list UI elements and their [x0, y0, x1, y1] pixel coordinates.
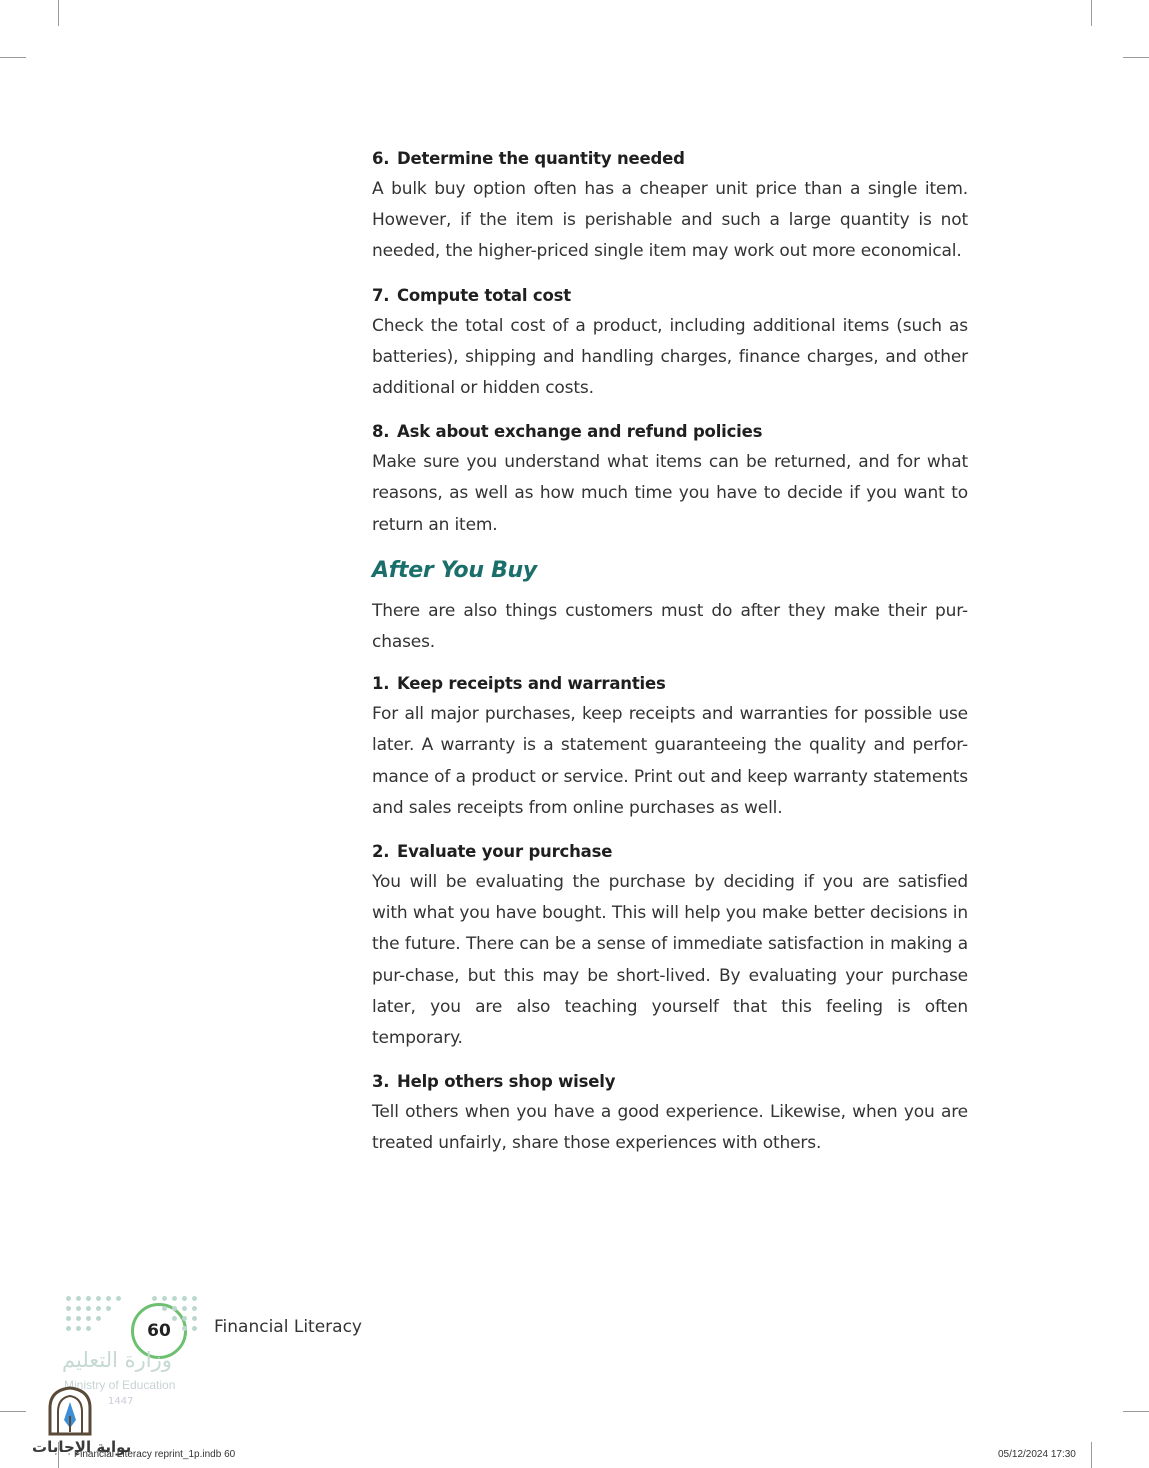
logo-dot — [86, 1296, 91, 1301]
item-heading: 7. Compute total cost — [372, 285, 571, 305]
item-body: For all major purchases, keep receipts and warranties for possible use later. A warranty is a statement guaranteeing the quality and perfor-mance of a product or service. Print out and keep warranty statements and sales receipts from online purchases as well. — [372, 704, 968, 818]
crop-mark — [1123, 1411, 1149, 1412]
logo-dot — [76, 1296, 81, 1301]
list-item — [372, 671, 968, 824]
item-body: You will be evaluating the purchase by deciding if you are satisfied with what you have bought. This will help you make better decisions in the future. There can be a sense of immediate satisfaction in making a pur-chase, but this may be short-lived. By evaluating your purchase later, you are also teaching yourself that this feeling is often temporary. — [372, 872, 968, 1049]
item-heading: 2. Evaluate your purchase — [372, 842, 613, 862]
logo-dot — [162, 1296, 167, 1301]
logo-dot — [182, 1326, 187, 1331]
page-content — [372, 146, 968, 1175]
logo-dot — [182, 1296, 187, 1301]
item-heading: 6. Determine the quantity needed — [372, 149, 685, 168]
logo-dot — [76, 1326, 81, 1331]
ministry-name-english: Ministry of Education — [64, 1378, 176, 1392]
logo-dot — [96, 1306, 101, 1311]
logo-dot — [76, 1306, 81, 1311]
logo-dot — [106, 1306, 111, 1311]
list-item — [372, 146, 968, 268]
list-item — [372, 839, 968, 1054]
section-intro: There are also things customers must do after they make their pur-chases. — [372, 600, 968, 653]
logo-dot — [182, 1306, 187, 1311]
item-body: Tell others when you have a good experience. Likewise, when you are treated unfairly, share those experiences with others. — [372, 1102, 968, 1154]
crop-mark — [1123, 57, 1149, 58]
list-item — [372, 283, 968, 405]
watermark-text: بوابة الإجابات — [32, 1438, 132, 1456]
crop-mark — [58, 0, 59, 26]
crop-mark — [0, 1411, 26, 1412]
logo-dot — [106, 1296, 111, 1301]
logo-dot — [172, 1316, 177, 1321]
item-heading: 1. Keep receipts and warranties — [372, 674, 666, 694]
logo-dot — [86, 1316, 91, 1321]
item-heading: 3. Help others shop wisely — [372, 1072, 616, 1092]
item-body: A bulk buy option often has a cheaper unit price than a single item. However, if the item is perishable and such a large quantity is not needed, the higher-priced single item may work out more economical. — [372, 179, 968, 262]
logo-dot — [96, 1296, 101, 1301]
logo-dot — [66, 1316, 71, 1321]
list-item — [372, 419, 968, 541]
logo-dot — [172, 1306, 177, 1311]
logo-dot — [86, 1326, 91, 1331]
logo-dot — [66, 1296, 71, 1301]
logo-dot — [116, 1296, 121, 1301]
item-body: Check the total cost of a product, including additional items (such as batteries), shipping and handling charges, finance charges, and other additional or hidden costs. — [372, 315, 968, 399]
logo-dot — [76, 1316, 81, 1321]
logo-dot — [96, 1316, 101, 1321]
book-title: Financial Literacy — [214, 1317, 362, 1337]
ministry-name-arabic: وزارة التعليم — [62, 1348, 172, 1372]
item-heading: 8. Ask about exchange and refund policies — [372, 422, 763, 442]
item-body: Make sure you understand what items can be returned, and for what reasons, as well as how much time you have to decide if you want to return an item. — [372, 452, 968, 535]
crop-mark — [0, 57, 26, 58]
logo-dot — [172, 1296, 177, 1301]
print-slug-file: Financial Literacy reprint_1p.indb 60 — [74, 1449, 236, 1460]
logo-dot — [66, 1306, 71, 1311]
page-number: 60 — [147, 1321, 171, 1341]
year-label: 1447 — [108, 1396, 134, 1407]
logo-dot — [182, 1316, 187, 1321]
crop-mark — [1091, 0, 1092, 26]
logo-dot — [192, 1306, 197, 1311]
crop-mark — [1091, 1442, 1092, 1468]
logo-dot — [192, 1326, 197, 1331]
logo-dot — [162, 1306, 167, 1311]
section-title: After You Buy — [372, 557, 537, 583]
list-item — [372, 1069, 968, 1159]
logo-dot — [66, 1326, 71, 1331]
logo-dot — [86, 1306, 91, 1311]
mosque-icon — [46, 1386, 94, 1440]
logo-dot — [192, 1316, 197, 1321]
after-list — [372, 671, 968, 1159]
before-list — [372, 146, 968, 541]
logo-dot — [152, 1296, 157, 1301]
print-slug-date: 05/12/2024 17:30 — [998, 1449, 1076, 1460]
logo-dot — [192, 1296, 197, 1301]
